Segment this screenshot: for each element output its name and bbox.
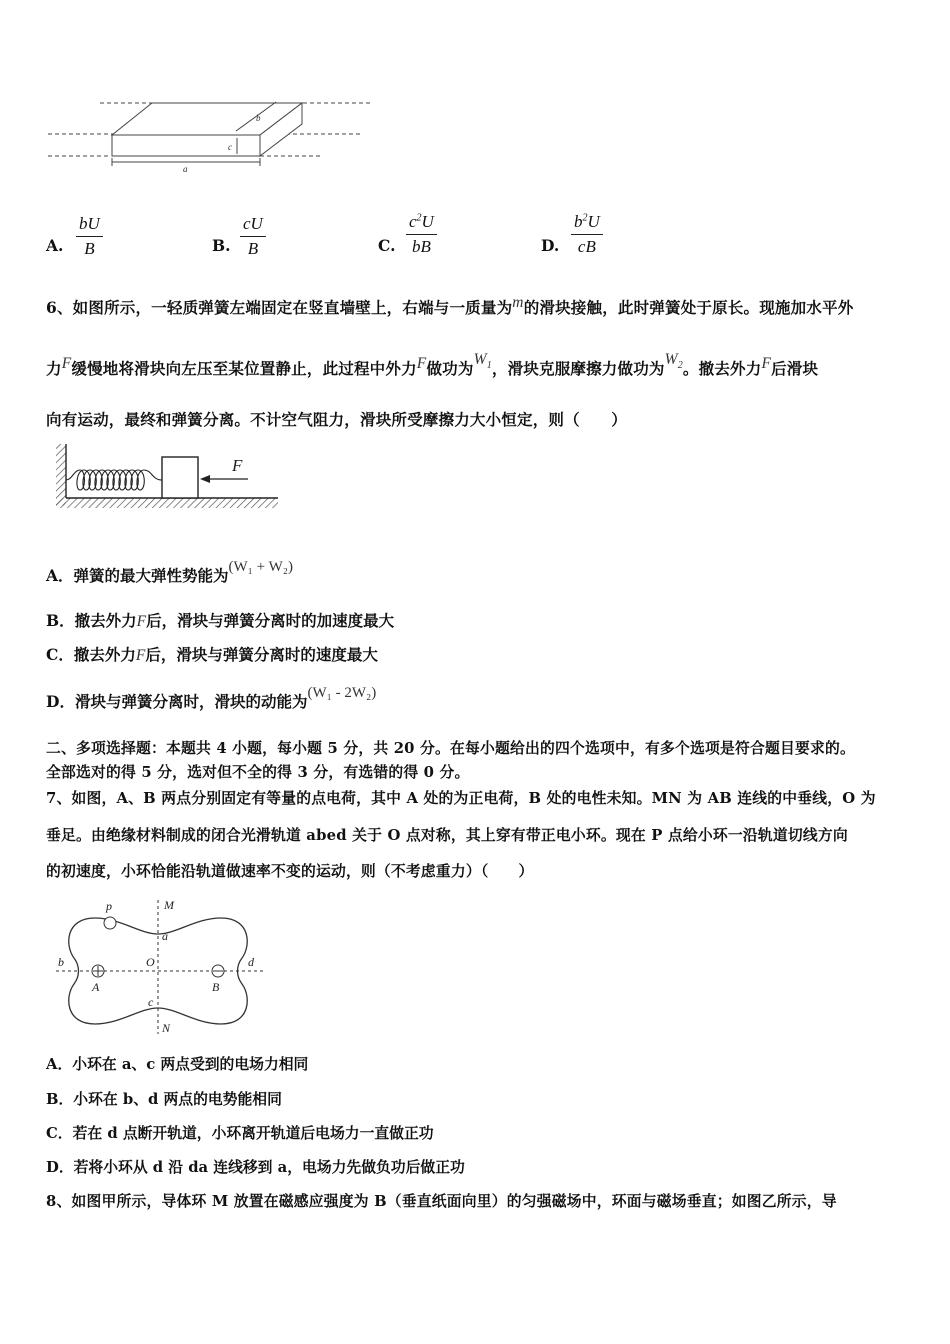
- q5-option-d-letter: D.: [541, 236, 560, 255]
- q5-option-c-letter: C.: [378, 236, 396, 255]
- label-a7: a: [162, 929, 168, 943]
- track-figure: [46, 896, 276, 1038]
- q7-line-1: 7、如图，A、B 两点分别固定有等量的点电荷，其中 A 处的为正电荷，B 处的电性未知。MN 为 AB 连线的中垂线，O 为: [46, 790, 876, 807]
- q5-option-a-fraction: $\frac{bU}{B}$: [76, 214, 103, 259]
- q7-line-3: 的初速度，小环恰能沿轨道做速率不变的运动，则（不考虑重力）（ ）: [46, 863, 534, 880]
- q8-line-1: 8、如图甲所示，导体环 M 放置在磁感应强度为 B（垂直纸面向里）的匀强磁场中，环面与磁场垂直；如图乙所示，导: [46, 1193, 837, 1210]
- q5-option-c-fraction: $\frac{c^2U}{bB}$: [406, 212, 437, 257]
- label-O: O: [146, 955, 155, 969]
- label-N: N: [162, 1021, 171, 1035]
- spring-block-figure: [50, 440, 290, 516]
- q7-line-2: 垂足。由绝缘材料制成的闭合光滑轨道 abed 关于 O 点对称，其上穿有带正电小环。现在 P 点给小环一沿轨道切线方向: [46, 827, 848, 844]
- block-figure: [40, 90, 380, 180]
- label-b7: b: [58, 955, 64, 969]
- section2-line-1: 二、多项选择题：本题共 4 小题，每小题 5 分，共 20 分。在每小题给出的四个选项中，有多个选项是符合题目要求的。: [46, 740, 855, 757]
- q5-option-b-fraction: $\frac{cU}{B}$: [240, 214, 266, 259]
- q6-line-3: 向有运动，最终和弹簧分离。不计空气阻力，滑块所受摩擦力大小恒定，则（ ）: [46, 410, 627, 429]
- q6-line-1: 6、如图所示，一轻质弹簧左端固定在竖直墙壁上，右端与一质量为m的滑块接触，此时弹簧处于原长。现施加水平外: [46, 294, 854, 317]
- q7-option-a: A．小环在 a、c 两点受到的电场力相同: [46, 1056, 309, 1073]
- label-M: M: [164, 898, 174, 912]
- label-c: c: [228, 142, 232, 152]
- q6-option-d: D．滑块与弹簧分离时，滑块的动能为(W₁ - 2W₂): [46, 685, 377, 711]
- q7-option-d: D．若将小环从 d 沿 da 连线移到 a，电场力先做负功后做正功: [46, 1159, 465, 1176]
- q7-option-c: C．若在 d 点断开轨道，小环离开轨道后电场力一直做正功: [46, 1125, 434, 1142]
- label-b: b: [256, 113, 261, 123]
- label-c7: c: [148, 995, 154, 1009]
- q6-option-b: B．撤去外力F后，滑块与弹簧分离时的加速度最大: [46, 611, 395, 630]
- q5-option-b-letter: B.: [212, 236, 231, 255]
- label-d7: d: [248, 955, 254, 969]
- label-A: A: [92, 980, 100, 994]
- q6-option-a: A．弹簧的最大弹性势能为(W₁ + W₂): [46, 559, 293, 585]
- q7-option-b: B．小环在 b、d 两点的电势能相同: [46, 1091, 282, 1108]
- q6-option-c: C．撤去外力F后，滑块与弹簧分离时的速度最大: [46, 645, 378, 664]
- q5-option-d-fraction: $\frac{b^2U}{cB}$: [571, 212, 603, 257]
- label-a: a: [183, 164, 188, 174]
- label-B: B: [212, 980, 220, 994]
- label-p: p: [106, 899, 112, 913]
- q5-option-a-letter: A.: [46, 236, 64, 255]
- force-label: F: [232, 456, 243, 475]
- section2-line-2: 全部选对的得 5 分，选对但不全的得 3 分，有选错的得 0 分。: [46, 764, 470, 781]
- q6-line-2: 力F缓慢地将滑块向左压至某位置静止，此过程中外力F做功为$W_1$，滑块克服摩擦力做功为$W_2$。撤去外力F后滑块: [46, 351, 819, 378]
